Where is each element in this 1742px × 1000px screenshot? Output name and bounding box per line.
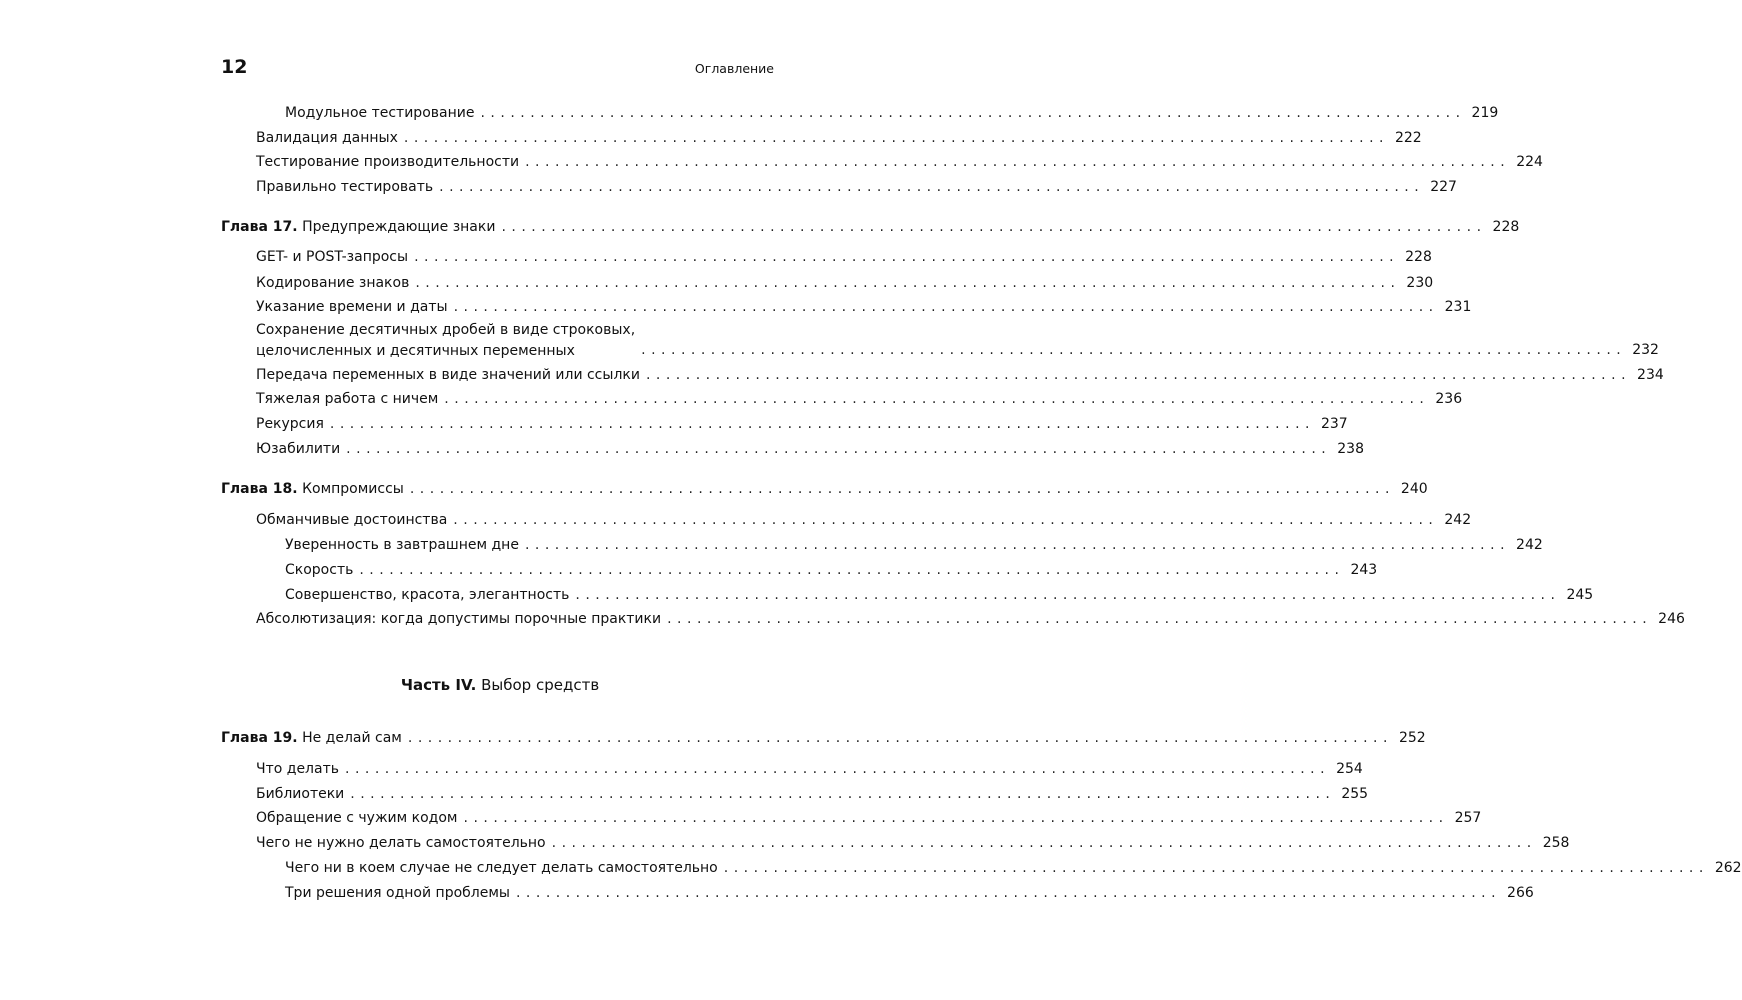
leader-dots: ................................................................................................... (463, 810, 1449, 826)
leader-dots: ................................................................................................... (575, 587, 1561, 603)
leader-dots: ................................................................................................... (667, 611, 1653, 627)
toc-entry (285, 101, 1499, 125)
toc-entry-page: 228 (1492, 219, 1520, 235)
toc-entry (256, 412, 1348, 436)
toc-entry (256, 757, 1363, 781)
toc-entry-title: GET- и POST-запросы (256, 249, 409, 265)
leader-dots: ................................................................................................... (409, 481, 1395, 497)
toc-entry-page: 236 (1435, 391, 1463, 407)
toc-entry-page: 228 (1405, 249, 1432, 265)
part-title: Выбор средств (481, 676, 600, 694)
toc-entry-page: 252 (1398, 730, 1426, 746)
toc-entry-title: Обманчивые достоинства (256, 512, 448, 528)
leader-dots: ................................................................................................... (501, 219, 1487, 235)
toc-entry-title: Три решения одной проблемы (285, 885, 510, 901)
leader-dots: ................................................................................................... (525, 154, 1511, 170)
toc-entry-page: 237 (1320, 416, 1348, 432)
toc-entry-title: Передача переменных в виде значений или ссылки (256, 367, 640, 383)
toc-chapter-18 (221, 477, 1428, 501)
toc-entry (256, 175, 1457, 199)
toc-entry (285, 881, 1534, 905)
toc-entry-title: Чего не нужно делать самостоятельно (256, 835, 546, 851)
leader-dots: ................................................................................................... (439, 179, 1425, 195)
page-number: 12 (221, 56, 248, 78)
toc-entry-page: 232 (1632, 342, 1659, 358)
toc-entry-page: 245 (1566, 587, 1594, 603)
running-head: Оглавление (694, 61, 774, 76)
toc-entry (256, 806, 1482, 830)
leader-dots: ................................................................................................... (515, 885, 1502, 901)
toc-entry-title: Тестирование производительности (256, 154, 520, 170)
toc-entry-page: 255 (1341, 786, 1369, 802)
toc-entry-title: Чего ни в коем случае не следует делать самостоятельно (285, 860, 718, 876)
toc-entry-title: Абсолютизация: когда допустимы порочные практики (256, 611, 662, 627)
toc-entry-page: 219 (1471, 105, 1499, 121)
toc-entry-title: Валидация данных (256, 130, 398, 146)
toc-entry (256, 271, 1434, 295)
toc-entry (256, 126, 1422, 150)
leader-dots: ................................................................................................... (414, 249, 1400, 265)
toc-entry-page: 227 (1430, 179, 1457, 195)
toc-entry-title: Скорость (285, 562, 354, 578)
toc-entry-title: Совершенство, красота, элегантность (285, 587, 570, 603)
chapter-label: Глава 19. (221, 730, 298, 746)
toc-entry-title: Модульное тестирование (285, 105, 475, 121)
toc-entry-page: 242 (1444, 512, 1472, 528)
leader-dots: ................................................................................................... (345, 761, 1331, 777)
toc-entry (256, 782, 1369, 806)
leader-dots: ................................................................................................... (444, 391, 1430, 407)
toc-entry-page: 230 (1406, 275, 1434, 291)
toc-entry-title: Библиотеки (256, 786, 345, 802)
toc-chapter-19 (221, 726, 1426, 750)
toc-chapter-17 (221, 215, 1520, 239)
leader-dots: ................................................................................................... (407, 730, 1393, 746)
toc-entry-title-line2: целочисленных и десятичных переменных (256, 343, 575, 359)
chapter-title: Компромиссы (302, 481, 404, 497)
toc-entry-title: Правильно тестировать (256, 179, 434, 195)
leader-dots: ................................................................................................... (480, 105, 1466, 121)
toc-entry-page: 238 (1337, 441, 1364, 457)
chapter-label: Глава 17. (221, 219, 298, 235)
leader-dots: ................................................................................................... (641, 342, 1627, 358)
leader-dots: ................................................................................................... (403, 130, 1389, 146)
toc-entry (285, 583, 1594, 607)
toc-entry-page: 254 (1336, 761, 1363, 777)
toc-entry-page: 257 (1454, 810, 1482, 826)
toc-entry-title-line1: Сохранение десятичных дробей в виде строковых, (256, 322, 636, 338)
toc-entry-page: 242 (1516, 537, 1543, 553)
part-label: Часть IV. (400, 676, 477, 694)
chapter-title: Предупреждающие знаки (302, 219, 496, 235)
toc-entry (256, 295, 1472, 319)
toc-entry-title: Рекурсия (256, 416, 324, 432)
toc-entry-title: Указание времени и даты (256, 299, 448, 315)
toc-entry (285, 856, 1742, 880)
toc-entry-page: 240 (1400, 481, 1428, 497)
part-heading (226, 676, 774, 694)
leader-dots: ................................................................................................... (551, 835, 1537, 851)
toc-entry-title: Юзабилити (256, 441, 341, 457)
leader-dots: ................................................................................................... (359, 562, 1345, 578)
toc-entry (256, 607, 1685, 631)
leader-dots: ................................................................................................... (346, 441, 1332, 457)
leader-dots: ................................................................................................... (645, 367, 1632, 383)
leader-dots: ................................................................................................... (453, 299, 1439, 315)
leader-dots: ................................................................................................... (350, 786, 1336, 802)
toc-entry-title: Что делать (256, 761, 339, 777)
toc-entry-page: 262 (1714, 860, 1742, 876)
leader-dots: ................................................................................................... (415, 275, 1401, 291)
toc-entry-title: Уверенность в завтрашнем дне (285, 537, 519, 553)
leader-dots: ................................................................................................... (329, 416, 1315, 432)
toc-entry (256, 245, 1432, 269)
toc-entry-title: Тяжелая работа с ничем (256, 391, 439, 407)
toc-entry (256, 363, 1664, 387)
toc-entry (285, 558, 1378, 582)
toc-entry-title: Обращение с чужим кодом (256, 810, 458, 826)
toc-entry-page: 224 (1516, 154, 1543, 170)
toc-entry-page: 266 (1507, 885, 1534, 901)
leader-dots: ................................................................................................... (723, 860, 1709, 876)
toc-entry (256, 387, 1463, 411)
chapter-title: Не делай сам (302, 730, 402, 746)
toc-entry-page: 231 (1444, 299, 1472, 315)
chapter-label: Глава 18. (221, 481, 298, 497)
toc-entry (256, 831, 1570, 855)
toc-entry-page: 246 (1658, 611, 1685, 627)
toc-entry-page: 258 (1542, 835, 1570, 851)
toc-entry-page: 243 (1350, 562, 1378, 578)
toc-entry-page: 222 (1394, 130, 1422, 146)
leader-dots: ................................................................................................... (524, 537, 1511, 553)
toc-entry (256, 320, 1659, 362)
toc-entry (256, 437, 1364, 461)
leader-dots: ................................................................................................... (453, 512, 1439, 528)
toc-entry-title: Кодирование знаков (256, 275, 410, 291)
toc-entry-page: 234 (1637, 367, 1664, 383)
toc-entry (256, 150, 1543, 174)
toc-entry (256, 508, 1472, 532)
toc-entry (285, 533, 1543, 557)
